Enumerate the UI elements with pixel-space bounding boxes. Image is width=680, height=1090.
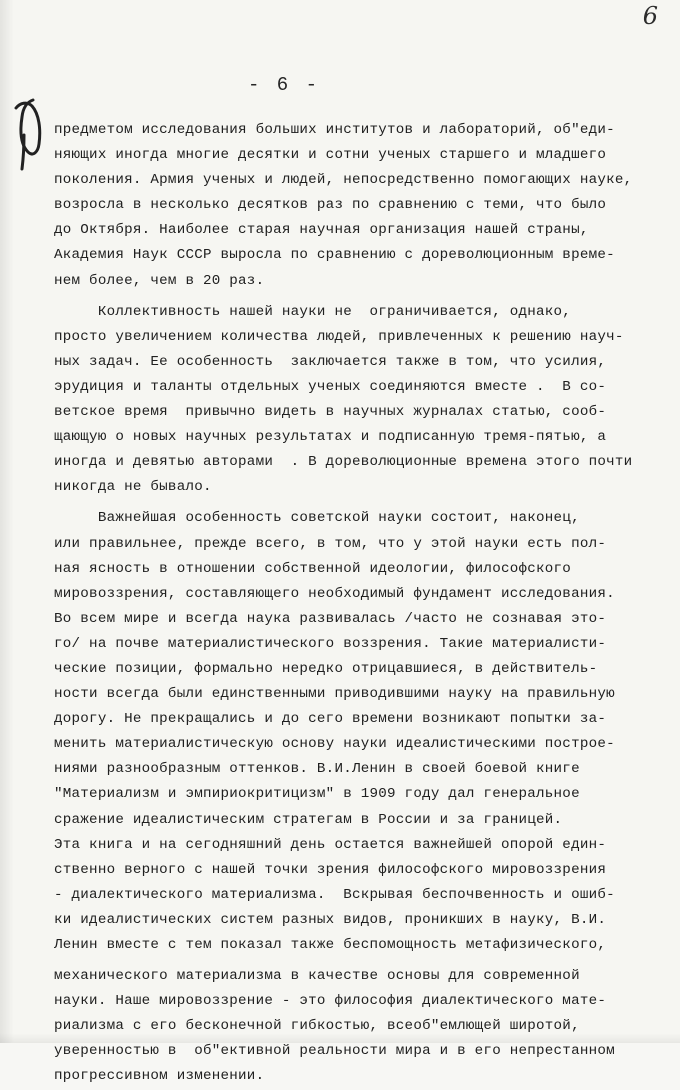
handwritten-margin-mark-icon bbox=[7, 92, 49, 174]
text-line: механического материализма в качестве основы для современной bbox=[54, 968, 580, 985]
text-line: ственно верного с нашей точки зрения философского мировоззрения bbox=[54, 861, 607, 878]
text-line: Ленин вместе с тем показал также беспомощность метафизического, bbox=[54, 937, 607, 953]
text-line: до Октября. Наиболее старая научная организация нашей страны, bbox=[54, 222, 589, 239]
text-line: ных задач. Ее особенность заключается также в том, что усилия, bbox=[54, 353, 607, 370]
text-line: прогрессивном изменении. bbox=[54, 1068, 265, 1085]
text-line: ческие позиции, формально нередко отрицавшиеся, в действитель- bbox=[54, 660, 598, 677]
document-body bbox=[54, 118, 674, 1090]
text-line: никогда не бывало. bbox=[54, 479, 212, 496]
text-line: или правильнее, прежде всего, в том, что у этой науки есть пол- bbox=[54, 535, 607, 552]
text-line: мировоззрения, составляющего необходимый фундамент исследования. bbox=[54, 585, 615, 602]
text-line: Академия Наук СССР выросла по сравнению с дореволюционным време- bbox=[54, 247, 615, 264]
text-line: Важнейшая особенность советской науки состоит, наконец, bbox=[54, 510, 580, 527]
text-line: ная ясность в отношении собственной идеологии, философского bbox=[54, 560, 572, 577]
text-line: предметом исследования больших институтов и лабораторий, об"еди- bbox=[54, 122, 615, 138]
text-line: Коллективность нашей науки не ограничивается, однако, bbox=[54, 303, 572, 320]
text-line: го/ на почве материалистического воззрения. Такие материалисти- bbox=[54, 635, 607, 652]
text-line: Во всем мире и всегда наука развивалась /часто не сознавая это- bbox=[54, 610, 607, 627]
text-line: ности всегда были единственными приводившими науку на правильную bbox=[54, 686, 615, 703]
text-line: ветское время привычно видеть в научных журналах статью, сооб- bbox=[54, 404, 607, 421]
corner-page-number: 6 bbox=[642, 2, 658, 30]
text-line: науки. Наше мировоззрение - это философия диалектического мате- bbox=[54, 993, 607, 1010]
text-line: уверенностью в об"ективной реальности мира и в его непрестанном bbox=[54, 1043, 615, 1060]
page-number: - 6 - bbox=[248, 74, 321, 96]
text-line: Эта книга и на сегодняшний день остается важнейшей опорой един- bbox=[54, 836, 607, 853]
text-line: сражение идеалистическим стратегам в России и за границей. bbox=[54, 811, 563, 828]
text-line: "Материализм и эмпириокритицизм" в 1909 году дал генеральное bbox=[54, 786, 580, 803]
text-line: просто увеличением количества людей, привлеченных к решению науч- bbox=[54, 328, 624, 345]
text-line: эрудиция и таланты отдельных ученых соединяются вместе . В со- bbox=[54, 378, 607, 395]
text-line: нем более, чем в 20 раз. bbox=[54, 272, 265, 289]
text-line: няющих иногда многие десятки и сотни ученых старшего и младшего bbox=[54, 147, 607, 164]
text-line: иногда и девятью авторами . В дореволюционные времена этого почти bbox=[54, 454, 633, 471]
text-line: менить материалистическую основу науки идеалистическими построе- bbox=[54, 736, 615, 753]
text-line: щающую о новых научных результатах и подписанную тремя-пятью, а bbox=[54, 429, 607, 446]
text-line: дорогу. Не прекращались и до сего времени возникают попытки за- bbox=[54, 711, 607, 728]
text-line: риализма с его бесконечной гибкостью, всеоб"емлющей широтой, bbox=[54, 1018, 580, 1035]
text-line: ки идеалистических систем разных видов, проникших в науку, В.И. bbox=[54, 911, 607, 928]
text-line: - диалектического материализма. Вскрывая беспочвенность и ошиб- bbox=[54, 886, 615, 903]
text-line: ниями разнообразным оттенков. В.И.Ленин в своей боевой книге bbox=[54, 761, 580, 778]
text-line: поколения. Армия ученых и людей, непосредственно помогающих науке, bbox=[54, 172, 633, 189]
text-line: возросла в несколько десятков раз по сравнению с теми, что было bbox=[54, 197, 607, 214]
